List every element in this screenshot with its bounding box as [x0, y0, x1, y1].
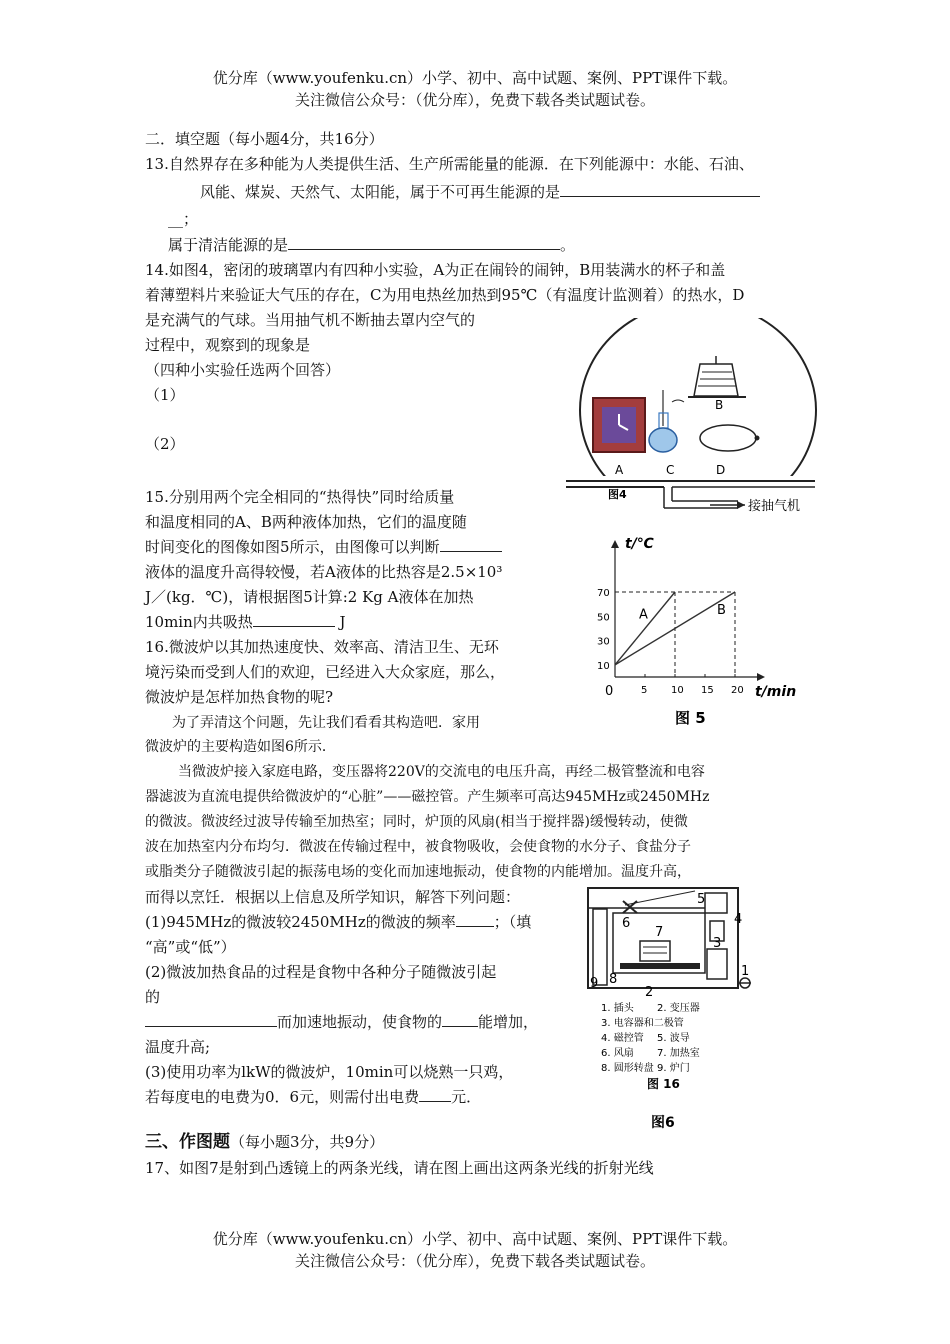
q16-sub-2c	[145, 1010, 538, 1034]
footer-line-2: 关注微信公众号：（优分库），免费下载各类试题试卷。	[294, 1252, 655, 1270]
fig6-legend-9: 9. 炉门	[657, 1063, 690, 1074]
fig4-label-d: D	[716, 463, 726, 477]
q16-line-5: 微波炉的主要构造如图6所示．	[145, 739, 336, 755]
fig6-legend-3: 3. 电容器和二极管	[601, 1018, 684, 1029]
q16-sub-2e: 温度升高;	[145, 1038, 211, 1056]
q17-text: 17、如图7是射到凸透镜上的两条光线，请在图上画出这两条光线的折射光线	[145, 1159, 654, 1177]
section-3-note: （每小题3分，共9分）	[230, 1133, 385, 1151]
y-axis-label: t/℃	[625, 536, 654, 552]
balloon-icon	[700, 425, 756, 451]
q14-line-2: 着薄塑料片来验证大气压的存在，C为用电热丝加热到95℃（有温度计监测着）的热水，D	[145, 286, 745, 304]
turntable	[620, 963, 700, 969]
fig6-legend-4: 4. 磁控管	[601, 1033, 644, 1044]
fig4-pump-label: 接抽气机	[748, 499, 801, 514]
q16-sub-1	[145, 910, 531, 934]
y-tick-label: 50	[597, 612, 610, 624]
fig5-caption: 图 5	[675, 709, 706, 727]
fig6-n9: 9	[590, 976, 599, 991]
q14-line-5: （四种小实验任选两个回答）	[145, 361, 341, 379]
q16-sub-2-text: 而加速地振动，使食物的	[277, 1013, 443, 1031]
footer-line-1: 优分库（www.youfenku.cn）小学、初中、高中试题、案例、PPT课件下载。	[212, 1230, 738, 1248]
series-label-B: B	[717, 602, 726, 618]
q16-sub-3-text: 若每度电的电费为0．6元，则需付出电费	[145, 1088, 420, 1106]
origin-label: 0	[605, 684, 614, 699]
section-2-title: 二．填空题（每小题4分，共16分）	[145, 130, 384, 148]
q14-answer-1[interactable]: （1）	[145, 386, 185, 404]
q14-answer-2[interactable]: （2）	[145, 435, 185, 453]
q16-para-5: 或脂类分子随微波引起的振荡电场的变化而加速地振动，使食物的内能增加。温度升高，	[145, 864, 691, 880]
q16-para-3: 的微波。微波经过波导传输至加热室；同时，炉顶的风扇(相当于搅拌器)缓慢转动，使微	[145, 814, 688, 830]
q15-line-1: 15.分别用两个完全相同的“热得快”同时给质量	[145, 488, 455, 506]
q16-para-1: 当微波炉接入家庭电路，变压器将220V的交流电的电压升高，再经二极管整流和电容	[178, 764, 705, 780]
x-axis-arrow	[757, 673, 765, 681]
fig6-n7: 7	[655, 925, 664, 940]
fig6-n8: 8	[609, 972, 618, 987]
q16-sub-1-tail: ；（填	[493, 913, 532, 931]
q16-blank-2[interactable]	[145, 1012, 277, 1027]
fig4-label-a: A	[615, 463, 624, 477]
q16-para-2: 器滤波为直流电提供给微波炉的“心脏”——磁控管。产生频率可高达945MHz或2450MHz	[145, 789, 710, 805]
q15-blank-1[interactable]	[440, 537, 502, 552]
q13-blank-2[interactable]	[288, 235, 560, 250]
y-tick-label: 30	[597, 636, 610, 648]
q13-text: 风能、煤炭、天然气、太阳能，属于不可再生能源的是	[200, 183, 561, 201]
header-line-1: 优分库（www.youfenku.cn）小学、初中、高中试题、案例、PPT课件下载。	[212, 69, 738, 87]
fig6-legend-5: 5. 波导	[657, 1033, 690, 1044]
q13-clean-text: 属于清洁能源的是	[168, 236, 289, 254]
q16-blank-4[interactable]	[419, 1087, 451, 1102]
q16-sub-3-tail: 元．	[451, 1088, 482, 1106]
q15-unit: J	[334, 613, 346, 631]
q16-line-3: 微波炉是怎样加热食物的呢?	[145, 688, 334, 706]
q13-line-4	[168, 233, 575, 257]
fig6-legend-6: 6. 风扇	[601, 1048, 634, 1059]
x-tick-label: 5	[641, 685, 648, 696]
x-tick-label: 15	[701, 685, 714, 696]
q15-text-6: 10min内共吸热	[145, 613, 253, 631]
q15-blank-2[interactable]	[253, 612, 335, 627]
q13-line-3: __；	[168, 210, 199, 228]
y-tick-label: 10	[597, 660, 610, 672]
q15-text-3: 时间变化的图像如图5所示，由图像可以判断	[145, 538, 440, 556]
q16-para-6: 而得以烹饪．根据以上信息及所学知识，解答下列问题：	[145, 888, 521, 906]
q13-line-2	[200, 180, 760, 204]
fig6-inner-caption: 图 16	[647, 1077, 680, 1091]
q16-line-2: 境污染而受到人们的欢迎，已经进入大众家庭，那么，	[145, 663, 506, 681]
series-label-A: A	[639, 607, 648, 623]
figure-4	[560, 318, 820, 518]
fig6-legend-8: 8. 圆形转盘	[601, 1063, 654, 1074]
section-3-heading	[145, 1130, 384, 1154]
q16-sub-2b: 的	[145, 988, 161, 1006]
section-3-title: 三、作图题	[145, 1132, 230, 1152]
q16-line-4: 为了弄清这个问题，先让我们看看其构造吧．家用	[172, 715, 480, 731]
fig6-n5: 5	[697, 892, 706, 907]
fig6-n4: 4	[734, 912, 743, 927]
figure-6	[585, 883, 760, 1133]
q13-blank-1[interactable]	[560, 182, 760, 197]
fig4-label-c: C	[666, 463, 675, 477]
fig4-caption: 图4	[608, 488, 627, 501]
q13-line-1: 13.自然界存在多种能为人类提供生活、生产所需能量的能源．在下列能源中：水能、石油、	[145, 155, 754, 173]
fig4-label-b: B	[715, 398, 724, 412]
fig6-legend-7: 7. 加热室	[657, 1048, 700, 1059]
q14-line-4: 过程中，观察到的现象是	[145, 336, 311, 354]
y-tick-label: 70	[597, 588, 610, 599]
cup-icon	[694, 364, 738, 396]
y-axis-arrow	[611, 540, 619, 548]
q16-line-1: 16.微波炉以其加热速度快、效率高、清洁卫生、无环	[145, 638, 499, 656]
q15-line-4: 液体的温度升高得较慢，若A液体的比热容是2.5×10³	[145, 563, 503, 581]
q16-sub-3b	[145, 1085, 481, 1109]
q15-line-6	[145, 610, 346, 634]
balloon-knot	[755, 436, 760, 441]
q16-sub-1c: “高”或“低”）	[145, 938, 236, 956]
fig6-caption: 图6	[651, 1115, 675, 1131]
flask-icon	[649, 428, 677, 452]
fig6-n6: 6	[622, 916, 631, 931]
q14-line-1: 14.如图4，密闭的玻璃罩内有四种小实验，A为正在闹铃的闹钟，B用装满水的杯子和盖	[145, 261, 726, 279]
figure-5-chart	[585, 530, 835, 730]
q16-sub-1-text: (1)945MHz的微波较2450MHz的微波的频率	[145, 913, 456, 931]
steam-icon	[672, 400, 684, 402]
fig6-legend-2: 2. 变压器	[657, 1003, 700, 1014]
q16-blank-1[interactable]	[456, 912, 494, 927]
x-axis-label: t/min	[755, 684, 797, 700]
q16-sub-2a: (2)微波加热食品的过程是食物中各种分子随微波引起	[145, 963, 497, 981]
q15-line-2: 和温度相同的A、B两种液体加热，它们的温度随	[145, 513, 467, 531]
q16-sub-2-tail: 能增加，	[478, 1013, 539, 1031]
q13-end: 。	[560, 236, 576, 254]
q14-line-3: 是充满气的气球。当用抽气机不断抽去罩内空气的	[145, 311, 476, 329]
q15-line-3	[145, 535, 502, 559]
q16-para-4: 波在加热室内分布均匀．微波在传输过程中，被食物吸收，会使食物的水分子、食盐分子	[145, 839, 691, 855]
q16-sub-3a: (3)使用功率为lkW的微波炉，10min可以烧熟一只鸡，	[145, 1063, 514, 1081]
fig6-n1: 1	[741, 964, 750, 979]
fig6-n2: 2	[645, 985, 654, 1000]
q15-line-5: J／(kg．℃)，请根据图5计算:2 Kg A液体在加热	[145, 588, 474, 606]
x-tick-label: 10	[671, 685, 684, 696]
x-tick-label: 20	[731, 685, 744, 696]
fig6-n3: 3	[713, 936, 722, 951]
fig6-legend-1: 1. 插头	[601, 1003, 634, 1014]
header-line-2: 关注微信公众号：（优分库），免费下载各类试题试卷。	[294, 91, 655, 109]
q16-blank-3[interactable]	[442, 1012, 478, 1027]
series-line-A	[615, 592, 675, 665]
